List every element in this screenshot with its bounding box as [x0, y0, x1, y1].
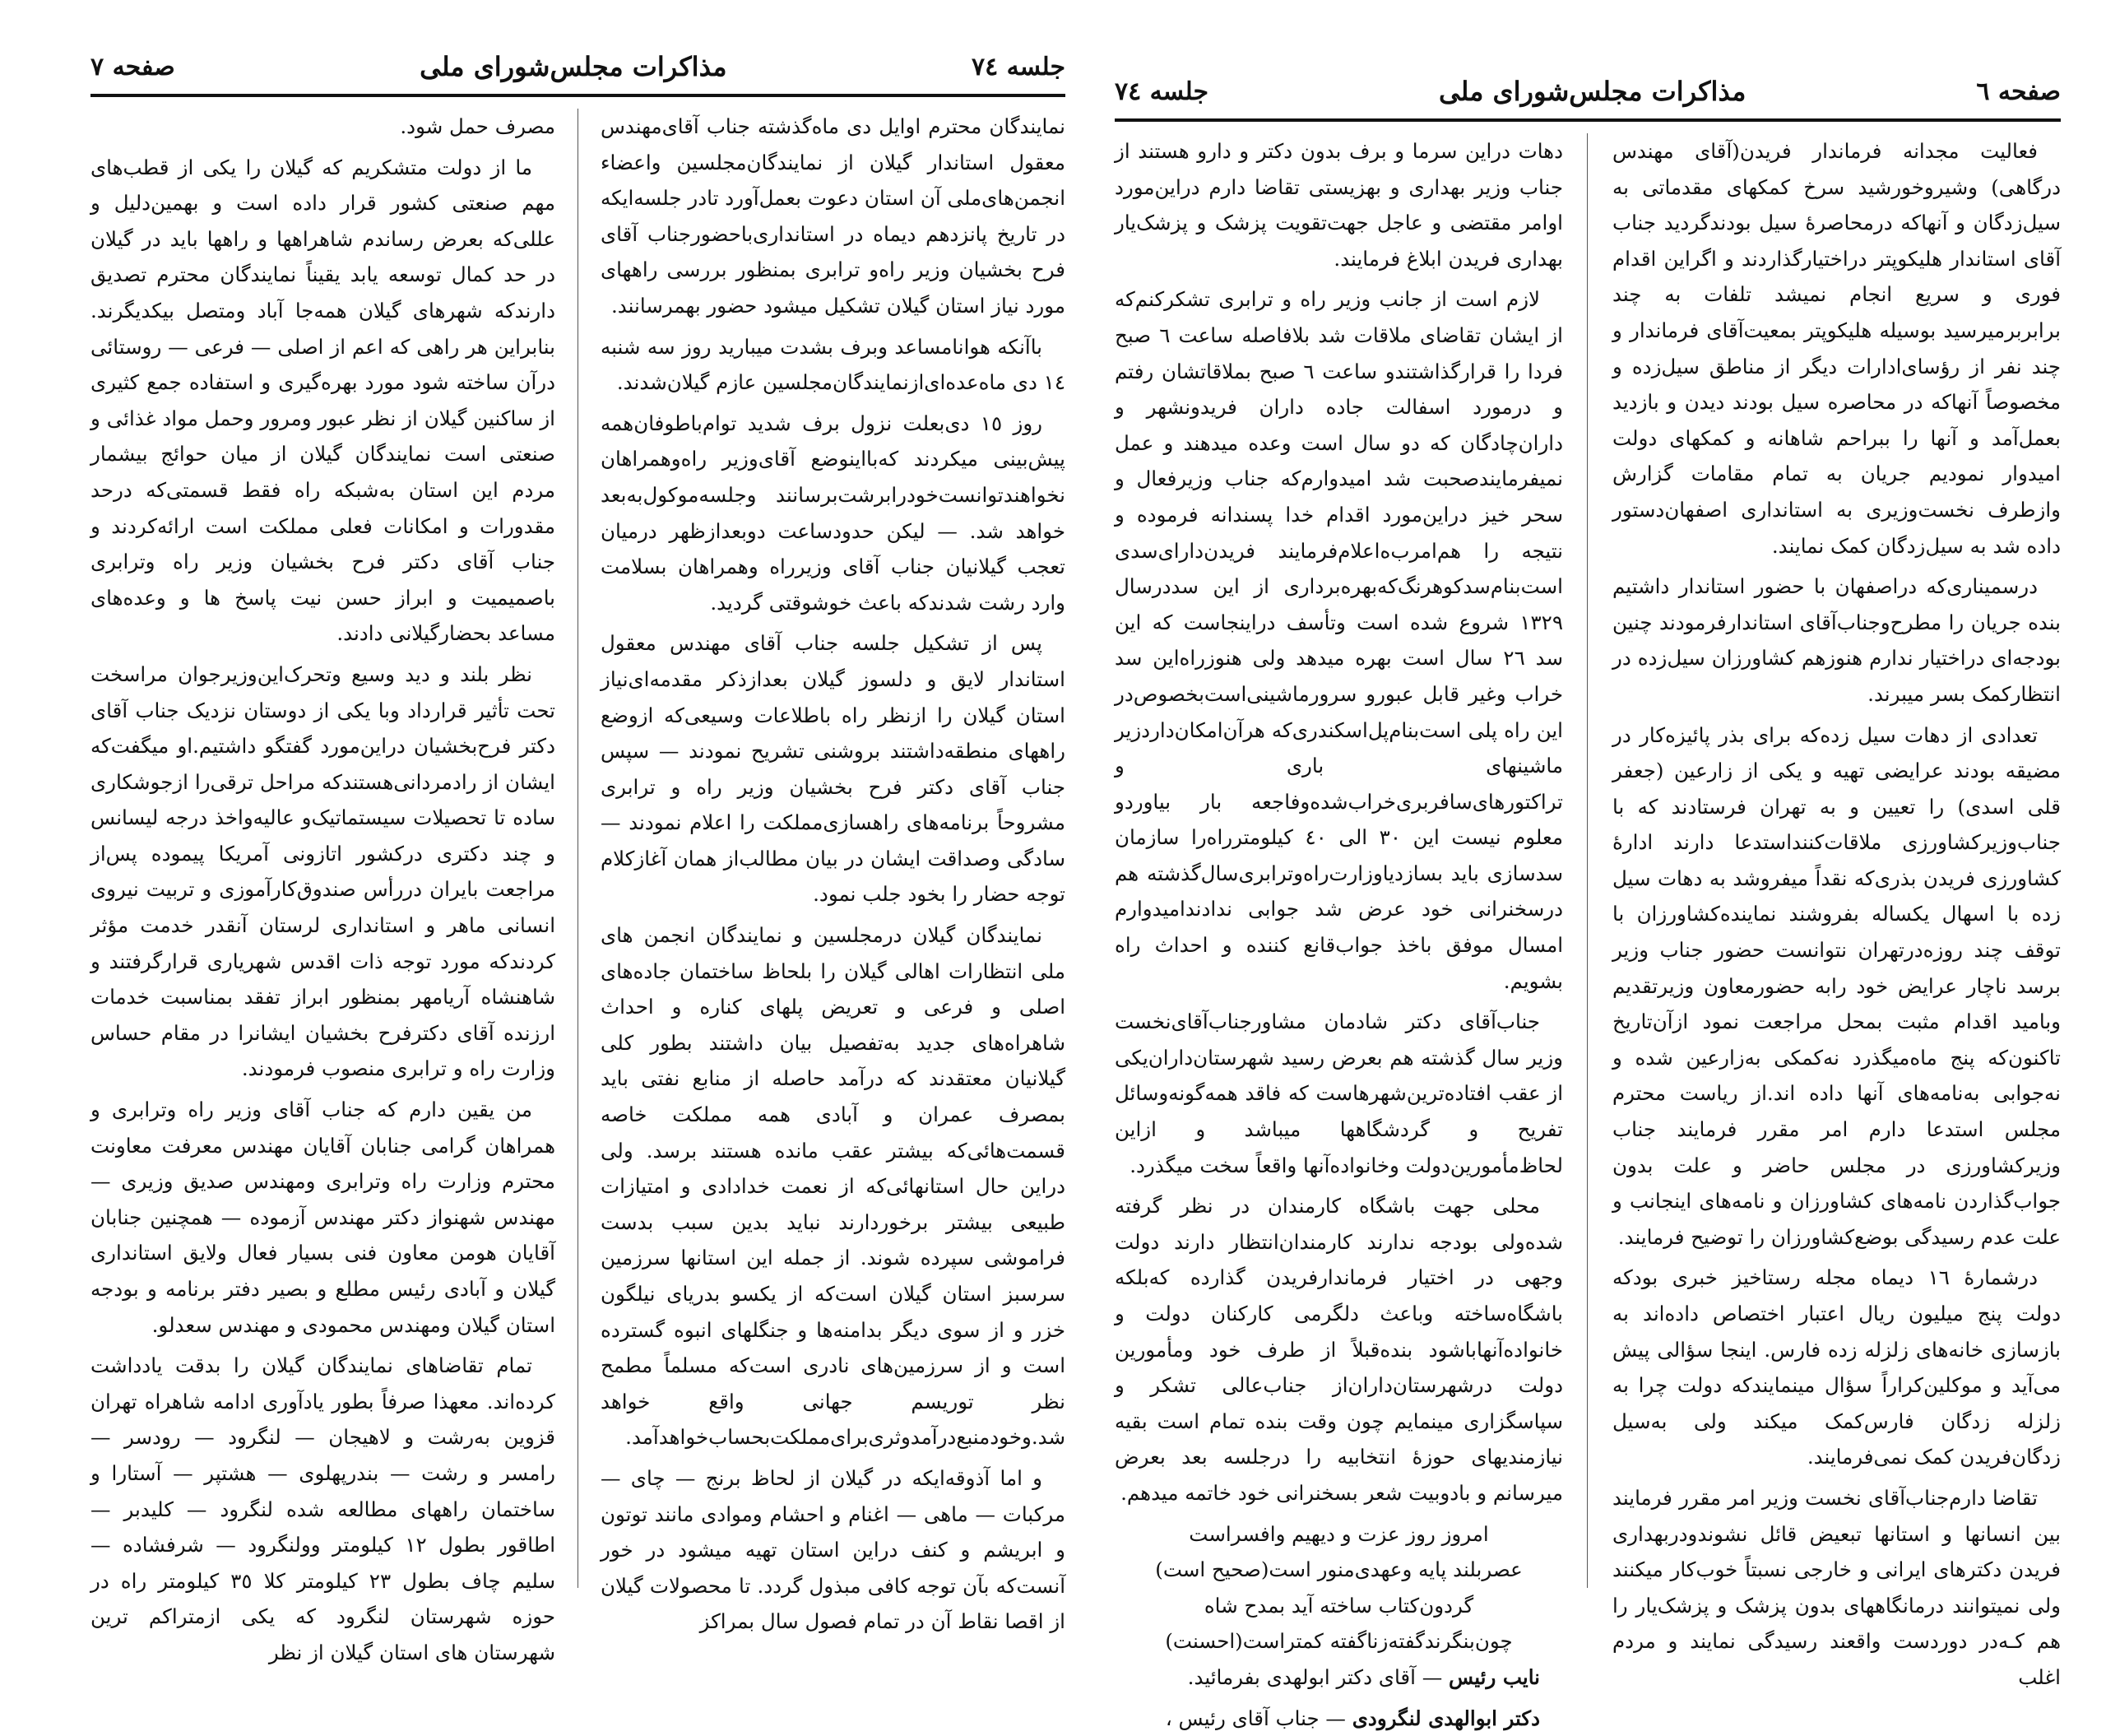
paragraph-text: روز ١٥ دی‌بعلت نزول برف شدید توام‌باطوفان‌همه پیش‌بینی میکردند که‌بااینوضع آقای‌وزیر راه‌وهمراهان نخواهندتوانست‌خودرابرشت‌برسانند وجلسه‌موکول‌به‌بعد خواهد شد. — لیکن حدودساعت دوبعدازظهر درمیان تعجب گیلانیان جناب آقای وزیرراه وهمراهان بسلامت وارد رشت شدند‌که باعث خوشوقتی گردید.	[601, 411, 1065, 615]
paragraph-text: من یقین دارم که جناب آقای وزیر راه وترابری و همراهان گرامی جنابان آقایان مهندس معرفت معاونت محترم وزارت راه وترابری ومهندس صدیق وزیری — مهندس شهنواز دکتر مهندس آزموده — همچنین جنابان آقایان هومن معاون فنی بسیار فعال ولایق استانداری گیلان و آبادی رئیس مطلع و بصیر دفتر برنامه و بودجه استان گیلان ومهندس محمودی و مهندس سعدلو.	[90, 1098, 555, 1337]
poem-line	[1115, 1516, 1563, 1553]
page-7	[90, 33, 1065, 1664]
page-header	[1115, 66, 2061, 117]
paragraph-text: جناب‌آقای دکتر شادمان مشاورجناب‌آقای‌نخست وزیر سال گذشته هم بعرض رسید شهرستان‌داران‌یکی از عقب افتاده‌ترین‌شهرهاست که فاقد همه‌گونه‌وسائل تفریح و گردشگاهها میباشد و ازاین لحاظ‌مأمورین‌دولت وخانواده‌آنها واقعاً سخت میگذرد.	[1115, 1010, 1563, 1177]
session-number: جلسه ٧٤	[1115, 77, 1209, 106]
paragraph	[1115, 1004, 1563, 1183]
paragraph	[1115, 1188, 1563, 1511]
paragraph-text: تقاضا دارم‌جناب‌آقای نخست وزیر امر مقرر فرمایند بین انسانها و استانها تبعیض قائل نشوندو‌دربهداری فریدن دکترهای ایرانی و خارجی نسبتاً خوب‌کار میکنند ولی نمیتوانند درمانگاههای بدون پزشک و پزشک‌یار را هم کـه‌در دوردست واقعند رسیدگی نمایند و مردم اغلب	[1612, 1485, 2061, 1689]
poem-line	[1115, 1552, 1563, 1588]
paragraph-text: — آقای دکتر ابولهدی بفرمائید.	[1187, 1664, 1443, 1689]
paragraph	[601, 917, 1065, 1455]
session-number: جلسه ٧٤	[971, 52, 1065, 81]
paragraph	[90, 657, 555, 1087]
speaker-name: دکتر ابوالهدی لنگرودی	[1352, 1706, 1540, 1730]
paragraph	[1115, 133, 1563, 276]
paragraph	[1612, 569, 2061, 712]
paragraph-text: ما از دولت متشکریم که گیلان را یکی از قطب‌های مهم صنعتی کشور قرار داده است و بهمین‌دلیل و عللی‌که بعرض رساندم شاهراهها و راهها باید در گیلان در حد کمال توسعه یابد یقیناً نمایندگان محترم تصدیق دارندکه شهرهای گیلان همه‌جا آباد ومتصل بیکدیگرند. بنابراین هر راهی که اعم از اصلی — فرعی — روستائی درآن ساخته شود مورد بهره‌گیری و استفاده جمع کثیری از ساکنین گیلان از نظر عبور ومرور وحمل مواد غذائی و صنعتی است نمایندگان گیلان از میان حوائج بیشمار مردم این استان به‌شبکه راه فقط قسمتی‌که درحد مقدورات و امکانات فعلی مملکت است ارائه‌کردند و جناب آقای دکتر فرح بخشیان وزیر راه وترابری باصمیمیت و ابراز حسن نیت پاسخ ها و وعده‌های مساعد بحضارگیلانی دادند.	[90, 155, 555, 646]
paragraph-text: چون‌بنگرندگفته‌زناگفته کمتراست(احسنت)	[1165, 1629, 1513, 1654]
paragraph-text: باآنکه هوانامساعد وبرف بشدت میبارید روز سه شنبه ١٤ دی ماه‌عده‌ای‌ازنمایندگان‌مجلسین عازم گیلان‌شدند.	[601, 334, 1065, 395]
page-number: صفحه ٦	[1976, 77, 2061, 106]
paragraph-text: فعالیت مجدانه فرماندار فریدن(آقای مهندس درگاهی) وشیروخورشید سرخ کمکهای مقدماتی به سیل‌زدگان و آنهاکه درمحاصرهٔ سیل بودندگردید جناب آقای استاندار هلیکوپتر دراختیارگذاردند و اگراین اقدام فوری و سریع انجام نمیشد تلفات به چند برابربرمیرسید بوسیله هلیکوپتر بمعیت‌آقای فرماندار و چند نفر از رؤسای‌ادارات دیگر از مناطق سیل‌زده و مخصوصاً آنهاکه در محاصره سیل بودند دیدن و بازدید بعمل‌آمد و آنها را ببراحم شاهانه و کمکهای دولت امیدوار نمودیم جریان به تمام مقامات گزارش وازطرف نخست‌وزیری به استانداری اصفهان‌دستور داده شد به سیل‌زدگان کمک نمایند.	[1612, 139, 2061, 558]
paragraph-text: درسمیناری‌که دراصفهان با حضور استاندار داشتیم بنده جریان را مطرح‌وجناب‌آقای استاندارفرمودند چنین بودجه‌ای دراختیار ندارم هنوزهم کشاورزان سیل‌زده در انتظارکمک بسر میبرند.	[1612, 574, 2061, 706]
paragraph	[1115, 281, 1563, 999]
paragraph-text: دهات دراین سرما و برف بدون دکتر و دارو هستند از جناب وزیر بهداری و بهزیستی تقاضا دارم دراین‌مورد اوامر مقتضی و عاجل جهت‌تقویت پزشک و پزشک‌یار بهداری فریدن ابلاغ فرمایند.	[1115, 139, 1563, 271]
paragraph	[601, 406, 1065, 621]
paragraph-text: مصرف حمل شود.	[400, 114, 555, 138]
paragraph-text: تمام تقاضاهای نمایندگان گیلان را بدقت یادداشت کرده‌اند. معهذا صرفاً بطور یادآوری ادامه شاهراه تهران قزوین به‌رشت و لاهیجان — لنگرود — رودسر — رامسر و رشت — بندرپهلوی — هشتپر — آستارا و ساختمان راههای مطالعه شده لنگرود — کلیدبر — اطاقور بطول ١٢ کیلومتر وولنگرود — شرفشاده — سلیم چاف بطول ٢٣ کیلومتر کلا ٣٥ کیلومتر راه در حوزه شهرستان لنگرود که یکی ازمتراکم ترین شهرستان های استان گیلان از نظر	[90, 1353, 555, 1664]
paragraph	[1612, 1260, 2061, 1475]
header-rule	[90, 94, 1065, 97]
speaker-paragraph	[1115, 1659, 1563, 1696]
page-header	[90, 41, 1065, 92]
page-6	[1115, 33, 2061, 1730]
paragraph	[601, 625, 1065, 912]
text-column-left	[1115, 133, 1563, 1730]
paragraph	[90, 1092, 555, 1343]
journal-title: مذاکرات مجلس‌شورای ملی	[1439, 76, 1746, 107]
speaker-name: نایب رئیس	[1449, 1664, 1540, 1689]
paragraph-text: — جناب آقای رئیس ،	[1165, 1706, 1346, 1730]
column-divider	[1587, 133, 1588, 1588]
paragraph	[601, 1460, 1065, 1640]
paragraph	[1612, 133, 2061, 564]
text-column-right	[601, 109, 1065, 1634]
poem-line	[1115, 1623, 1563, 1659]
paragraph	[90, 1348, 555, 1670]
paragraph-text: گردون‌کتاب ساخته آید بمدح شاه	[1204, 1593, 1474, 1618]
paragraph-text: امروز روز عزت و دیهیم وافسراست	[1189, 1521, 1489, 1546]
journal-title: مذاکرات مجلس‌شورای ملی	[420, 51, 727, 82]
poem-line	[1115, 1588, 1563, 1624]
paragraph-text: نمایندگان گیلان درمجلسین و نمایندگان انجمن های ملی انتظارات اهالی گیلان را بلحاظ ساختمان جاده‌های اصلی و فرعی و تعریض پلهای کناره و احداث شاهراه‌های جدید به‌تفصیل بیان داشتند بطور کلی گیلانیان معتقدند که درآمد حاصله از منابع نفتی باید بمصرف عمران و آبادی همه مملکت خاصه قسمت‌هائی‌که بیشتر عقب مانده هستند برسد. ولی دراین حال استانهائی‌که از نعمت خدادادی و امتیازات طبیعی بیشتر برخوردارند نباید بدین سبب بدست فراموشی سپرده شوند. از جمله این استانها سرزمین سرسبز استان گیلان است‌که از یکسو بدریای نیلگون خزر و از سوی دیگر بدامنه‌ها و جنگلهای انبوه گسترده است و از سرزمین‌های نادری است‌که مسلماً مطمح نظر توریسم جهانی واقع خواهد شد.وخودمنبع‌درآمدوثری‌برای‌مملکت‌بحساب‌خواهدآمد.	[601, 923, 1065, 1450]
header-rule	[1115, 118, 2061, 122]
paragraph-text: نظر بلند و دید وسیع وتحرک‌این‌وزیرجوان مراسخت تحت تأثیر قرارداد وبا یکی از دوستان نزدیک جناب آقای دکتر فرح‌بخشیان دراین‌مورد گفتگو داشتیم.او میگفت‌که ایشان از رادمردانی‌هستندکه مراحل ترقی‌را ازجوشکاری ساده تا تحصیلات سیستماتیک‌و عالیه‌واخذ درجه لیسانس و چند دکتری درکشور اتازونی آمریکا پیموده پس‌از مراجعت بایران دررأس صندوق‌کارآموزی و تربیت نیروی انسانی ماهر و استانداری لرستان آنقدر خدمت مؤثر کردند‌که مورد توجه ذات اقدس شهریاری قرارگرفتند و شاهنشاه آریامهر بمنظور ابراز تفقد بمناسبت خدمات ارزنده آقای دکترفرح بخشیان ایشانرا در مقام حساس وزارت راه و ترابری منصوب فرمودند.	[90, 661, 555, 1081]
speaker-paragraph	[1115, 1701, 1563, 1736]
paragraph	[1612, 1480, 2061, 1696]
paragraph-text: پس از تشکیل جلسه جناب آقای مهندس معقول استاندار لایق و دلسوز گیلان بعدازذکر مقدمه‌ای‌نیاز استان گیلان را ازنظر راه باطلاعات وسیعی‌که ازوضع راههای منطقه‌داشتند بروشنی تشریح نمودند — سپس جناب آقای دکتر فرح بخشیان وزیر راه و ترابری مشروحاً برنامه‌های راهسازی‌مملکت را اعلام نمودند — سادگی وصداقت ایشان در بیان مطالب‌از همان آغازکلام توجه حضار را بخود جلب نمود.	[601, 631, 1065, 907]
paragraph	[90, 109, 555, 145]
paragraph-text: و اما آذوقه‌ایکه در گیلان از لحاظ برنج — چای — مرکبات — ماهی — اغنام و احشام وموادی مانند توتون و ابریشم و کنف دراین استان تهیه میشود در خور آنست‌که بآن توجه کافی مبذول گردد. تا محصولات گیلان از اقصا نقاط آن در تمام فصول سال بمراکز	[601, 1465, 1065, 1634]
paragraph-text: درشمارهٔ ١٦ دیماه مجله رستاخیز خبری بود‌که دولت پنج میلیون ریال اعتبار اختصاص داده‌اند به بازسازی خانه‌های زلزله زده فارس. اینجا سؤالی پیش می‌آید و موکلین‌کراراً سؤال مینمایندکه دولت چرا به زلزله زدگان فارس‌کمک میکند ولی به‌سیل زدگان‌فریدن کمک نمی‌فرمایند.	[1612, 1265, 2061, 1469]
paragraph-text: تعدادی از دهات سیل زده‌که برای بذر پائیزه‌کار در مضیقه بودند عرایضی تهیه و یکی از زارعین (جعفر قلی اسدی) را تعیین و به تهران فرستادند که با جناب‌وزیرکشاورزی ملاقات‌کننداستدعا دارند ادارهٔ کشاورزی فریدن بذری‌که نقداً میفروشد به دهات سیل زده با اسهال یکساله بفروشند نماینده‌کشاورزان با توقف چند روزه‌درتهران نتوانست حضور جناب وزیر برسد ناچار عرایض خود رابه حضورمعاون وزیرتقدیم وبامید اقدام مثبت بمحل مراجعت نمود ازآن‌تاریخ تاکنون‌که پنج ماه‌میگذرد نه‌کمکی به‌زارعین شده و نه‌جوابی به‌نامه‌های آنها داده اند.از ریاست محترم مجلس استدعا دارم امر مقرر فرمایند جناب وزیرکشاورزی در مجلس حاضر و علت بدون جواب‌گذاردن نامه‌های کشاورزان و نامه‌های اینجانب و علت عدم رسیدگی بوضع‌کشاورزان را توضیح فرمایند.	[1612, 722, 2061, 1249]
paragraph	[601, 109, 1065, 324]
paragraph-text: نمایندگان محترم اوایل دی ماه‌گذشته جناب آقای‌مهندس معقول استاندار گیلان از نمایندگان‌مجلسین واعضاء انجمن‌های‌ملی آن استان دعوت بعمل‌آورد تادر جلسه‌ایکه در تاریخ پانزدهم دیماه در استانداری‌باحضورجناب آقای فرح بخشیان وزیر راه‌و ترابری بمنظور بررسی راههای مورد نیاز استان گیلان تشکیل میشود حضور بهمرسانند.	[601, 114, 1065, 318]
text-column-right	[1612, 133, 2061, 1689]
paragraph	[90, 150, 555, 652]
paragraph-text: محلی جهت باشگاه کارمندان در نظر گرفته شده‌ولی بودجه ندارند کارمندان‌انتظار دارند دولت وجهی در اختیار فرماندارفریدن گذارده که‌بلکه باشگاه‌ساخته وباعث دلگرمی کارکنان دولت و خانواده‌آنهاباشود بنده‌قبلاً از طرف خود ومأمورین دولت درشهرستان‌داران‌از جناب‌عالی تشکر و سپاسگزاری مینمایم چون وقت بنده تمام است بقیه نیازمندیهای حوزهٔ انتخابیه را درجلسه بعد بعرض میرسانم و بادوبیت شعر بسخنرانی خود خاتمه میدهم.	[1115, 1194, 1563, 1505]
paragraph-text: عصربلند پایه وعهدی‌منور است(صحیح است)	[1155, 1557, 1523, 1582]
paragraph-text: لازم است از جانب وزیر راه و ترابری تشکرکنم‌که از ایشان تقاضای ملاقات شد بلافاصله ساعت ٦ صبح فردا را قرارگذاشتندو ساعت ٦ صبح بملاقاتشان رفتم و درمورد اسفالت جاده داران فریدونشهر و داران‌چادگان که دو سال است وعده میدهند و عمل نمیفرمایندصحبت شد امیدوارم‌که جناب وزیرفعال و سحر خیز دراین‌مورد اقدام خدا پسندانه فرموده و نتیجه را هم‌امرب‌ه‌اعلام‌فرمایند فریدن‌دارای‌سدی است‌بنام‌سدکوهرنگ‌که‌بهره‌برداری از این سددرسال ١٣٢٩ شروع شده است وتأسف دراینجاست که این سد ٢٦ سال است بهره میدهد ولی هنوزراه‌این سد خراب وغیر قابل عبورو سرورماشینی‌است‌بخصوص‌در این راه پلی است‌بنام‌پل‌اسکندری‌که هرآن‌امکان‌داردزیر ماشینهای باری و تراکتورهای‌سافربری‌خراب‌شده‌وفاجعه بار بیاوردو معلوم نیست این ٣٠ الی ٤٠ کیلومترراه‌را سازمان سدسازی باید بسازدیاوزارت‌راه‌وترابری‌سال‌گذشته هم درسخنرانی خود عرض شد جوابی ندادندامیدوارم امسال موفق باخذ جواب‌قانع کننده و احداث راه بشویم.	[1115, 287, 1563, 993]
page-number: صفحه ٧	[90, 52, 175, 81]
paragraph	[1612, 717, 2061, 1256]
paragraph	[601, 329, 1065, 401]
text-column-left	[90, 109, 555, 1664]
